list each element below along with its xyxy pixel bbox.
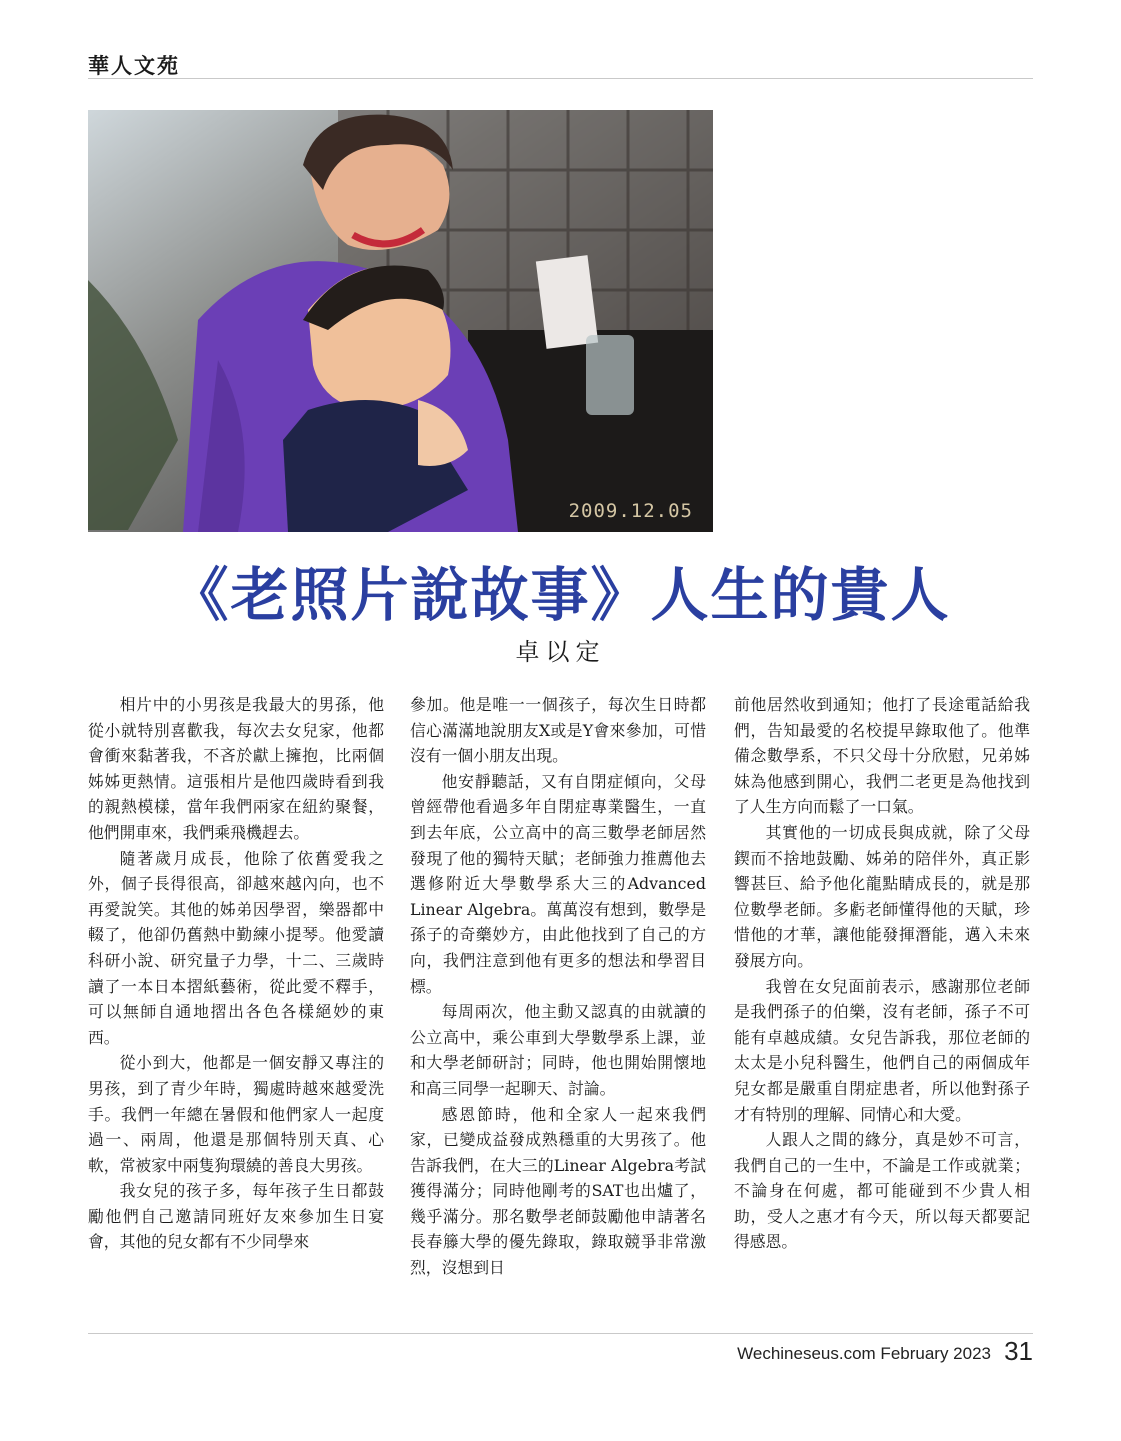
paragraph: 相片中的小男孩是我最大的男孫，他從小就特別喜歡我，每次去女兒家，他都會衝來黏著我，不吝於獻上擁抱，比兩個姊姊更熱情。這張相片是他四歲時看到我的親熱模樣，當年我們兩家在紐約聚餐，他們開車來，我們乘飛機趕去。	[88, 695, 384, 842]
paragraph: 隨著歲月成長，他除了依舊愛我之外，個子長得很高，卻越來越內向，也不再愛說笑。其他的姊弟因學習，樂器都中輟了，他卻仍舊熱中勤練小提琴。他愛讀科研小說、研究量子力學，十二、三歲時讀了一本日本摺紙藝術，從此愛不釋手，可以無師自通地摺出各色各樣絕妙的東西。	[88, 848, 384, 1047]
article-column-1	[88, 692, 384, 1255]
article-column-2	[410, 692, 706, 1281]
article-column-3	[734, 692, 1030, 1255]
photo-illustration	[88, 110, 713, 532]
paragraph: 每周兩次，他主動又認真的由就讀的公立高中，乘公車到大學數學系上課，並和大學老師研討；同時，他也開始開懷地和高三同學一起聊天、討論。	[410, 1002, 706, 1098]
paragraph-continued: 參加。他是唯一一個孩子，每次生日時都信心滿滿地說朋友X或是Y會來參加，可惜沒有一個小朋友出現。	[410, 695, 706, 766]
paragraph: 我女兒的孩子多，每年孩子生日都鼓勵他們自己邀請同班好友來參加生日宴會，其他的兒女都有不少同學來	[88, 1181, 384, 1252]
bottom-divider	[88, 1333, 1033, 1334]
article-title: 《老照片說故事》人生的貴人	[170, 561, 951, 629]
paragraph: 從小到大，他都是一個安靜又專注的男孩，到了青少年時，獨處時越來越愛洗手。我們一年總在暑假和他們家人一起度過一、兩周，他還是那個特別天真、心軟，常被家中兩隻狗環繞的善良大男孩。	[88, 1053, 384, 1175]
article-author: 卓以定	[515, 638, 606, 666]
photo-date-stamp: 2009.12.05	[568, 500, 693, 522]
paragraph: 其實他的一切成長與成就，除了父母鍥而不捨地鼓勵、姊弟的陪伴外，真正影響甚巨、給予他化龍點睛成長的，就是那位數學老師。多虧老師懂得他的天賦，珍惜他的才華，讓他能發揮潛能，邁入未來發展方向。	[734, 822, 1030, 970]
paragraph: 人跟人之間的緣分，真是妙不可言，我們自己的一生中，不論是工作或就業；不論身在何處，都可能碰到不少貴人相助，受人之惠才有今天，所以每天都要記得感恩。	[734, 1130, 1030, 1252]
paragraph-continued: 前他居然收到通知；他打了長途電話給我們，告知最愛的名校提早錄取他了。他準備念數學系，不只父母十分欣慰，兄弟姊妹為他感到開心，我們二老更是為他找到了人生方向而鬆了一口氣。	[734, 695, 1030, 817]
paragraph: 感恩節時，他和全家人一起來我們家，已變成益發成熟穩重的大男孩了。他告訴我們，在大三的Linear Algebra考試獲得滿分；同時他剛考的SAT也出爐了，幾乎滿分。那名數學老師鼓勵他申請著名長春籐大學的優先錄取，錄取競爭非常激烈，沒想到日	[410, 1104, 706, 1278]
page-number: 31	[1004, 1336, 1033, 1366]
paragraph: 他安靜聽話，又有自閉症傾向，父母曾經帶他看過多年自閉症專業醫生，一直到去年底，公立高中的高三數學老師居然發現了他的獨特天賦；老師強力推薦他去選修附近大學數學系大三的Advanced Linear Algebra。萬萬沒有想到，數學是孫子的奇藥妙方，由此他找到了自己的方向，我們注意到他有更多的想法和學習目標。	[410, 771, 706, 996]
article-photo	[88, 110, 713, 532]
section-label: 華人文苑	[88, 53, 180, 78]
top-divider	[88, 78, 1033, 79]
paragraph: 我曾在女兒面前表示，感謝那位老師是我們孫子的伯樂，沒有老師，孫子不可能有卓越成績。女兒告訴我，那位老師的太太是小兒科醫生，他們自己的兩個成年兒女都是嚴重自閉症患者，所以他對孫子才有特別的理解、同情心和大愛。	[734, 976, 1030, 1124]
footer-site-date: Wechineseus.com February 2023	[737, 1344, 991, 1363]
